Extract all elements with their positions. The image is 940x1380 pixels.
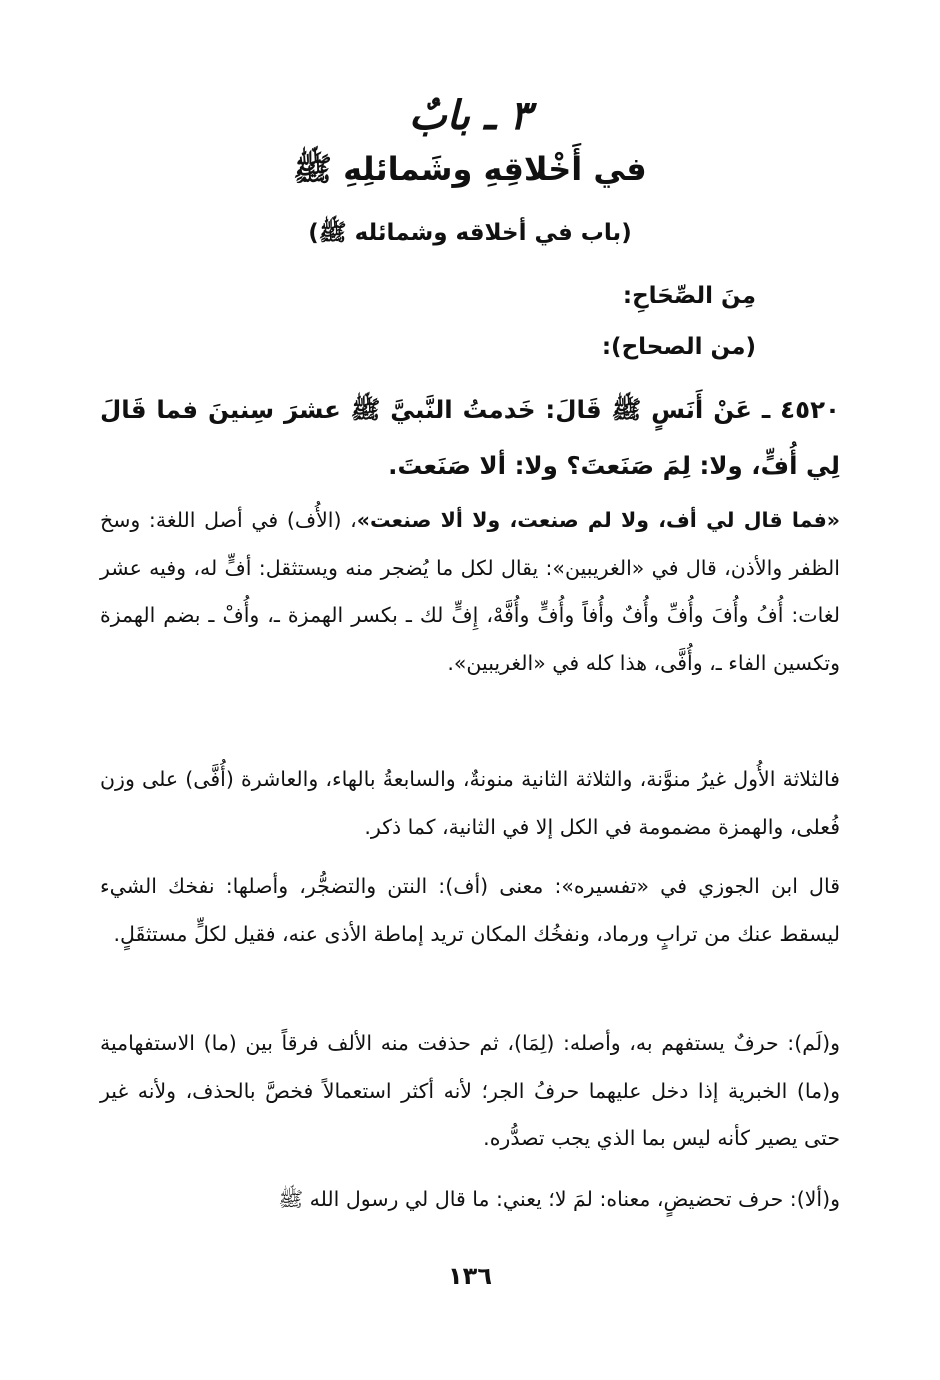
commentary-text: ، (الأُف) في أصل اللغة: وسخ الظفر والأذن، قال في «الغريبين»: يقال لكل ما يُضجر منه ويستثقل: أفٍّ له، وفيه عشر لغات: أُفُ وأُفَ وأُفِّ وأُفٌ وأُفاً وأُفٍّ وأُفَّهْ، إِفٍّ لك ـ بكسر الهمزة ـ، وأُفْ ـ بضم الهمزة وتكسين الفاء ـ، وأُفَّى، هذا كله في «الغريبين». xyxy=(100,508,840,675)
commentary-paragraph-5: و(ألا): حرف تحضيضٍ، معناه: لمَ لا؛ يعني: ما قال لي رسول الله ﷺ xyxy=(278,1187,840,1211)
section-label-commentary: (من الصحاح): xyxy=(601,334,756,360)
hadith-text: ٤٥٢٠ ـ عَنْ أَنَسٍ ﷺ قَالَ: خَدمتُ النَّبيَّ ﷺ عشرَ سِنينَ فما قَالَ لِي أُفٍّ، ولا: لِمَ صَنَعتَ؟ ولا: ألا صَنَعتَ. xyxy=(100,395,840,480)
chapter-title: في أَخْلاقِهِ وشَمائلِهِ ﷺ xyxy=(293,150,647,188)
quoted-hadith-phrase: «فما قال لي أف، ولا لم صنعت، ولا ألا صنعت» xyxy=(356,508,841,532)
commentary-paragraph-4: و(لَم): حرفٌ يستفهم به، وأصله: (لِمَا)، ثم حذفت منه الألف فرقاً بين (ما) الاستفهامية و(ما) الخبرية إذا دخل عليهما حرفُ الجر؛ لأنه أكثر استعمالاً فخصَّ بالحذف، ولأنه غير حتى يصير كأنه ليس بما الذي يجب تصدُّره. xyxy=(100,1031,840,1150)
commentary-paragraph-3: قال ابن الجوزي في «تفسيره»: معنى (أف): النتن والتضجُّر، وأصلها: نفخك الشيء ليسقط عنك من ترابٍ ورماد، ونفخُك المكان تريد إماطة الأذى عنه، فقيل لكلٍّ مستثقَلٍ. xyxy=(100,874,840,946)
commentary-paragraph-1 xyxy=(100,497,840,687)
page-number: ١٣٦ xyxy=(448,1262,492,1290)
chapter-subtitle: (باب في أخلاقه وشمائله ﷺ) xyxy=(308,220,632,246)
commentary-paragraph-2: فالثلاثة الأُول غيرُ منوَّنة، والثلاثة الثانية منونةٌ، والسابعةُ بالهاء، والعاشرة (أُفَّى) على وزن فُعلى، والهمزة مضمومة في الكل إلا في الثانية، كما ذكر. xyxy=(100,767,840,839)
chapter-heading: ٣ ـ بابٌ xyxy=(408,92,532,139)
section-label: مِنَ الصِّحَاحِ: xyxy=(622,283,756,309)
